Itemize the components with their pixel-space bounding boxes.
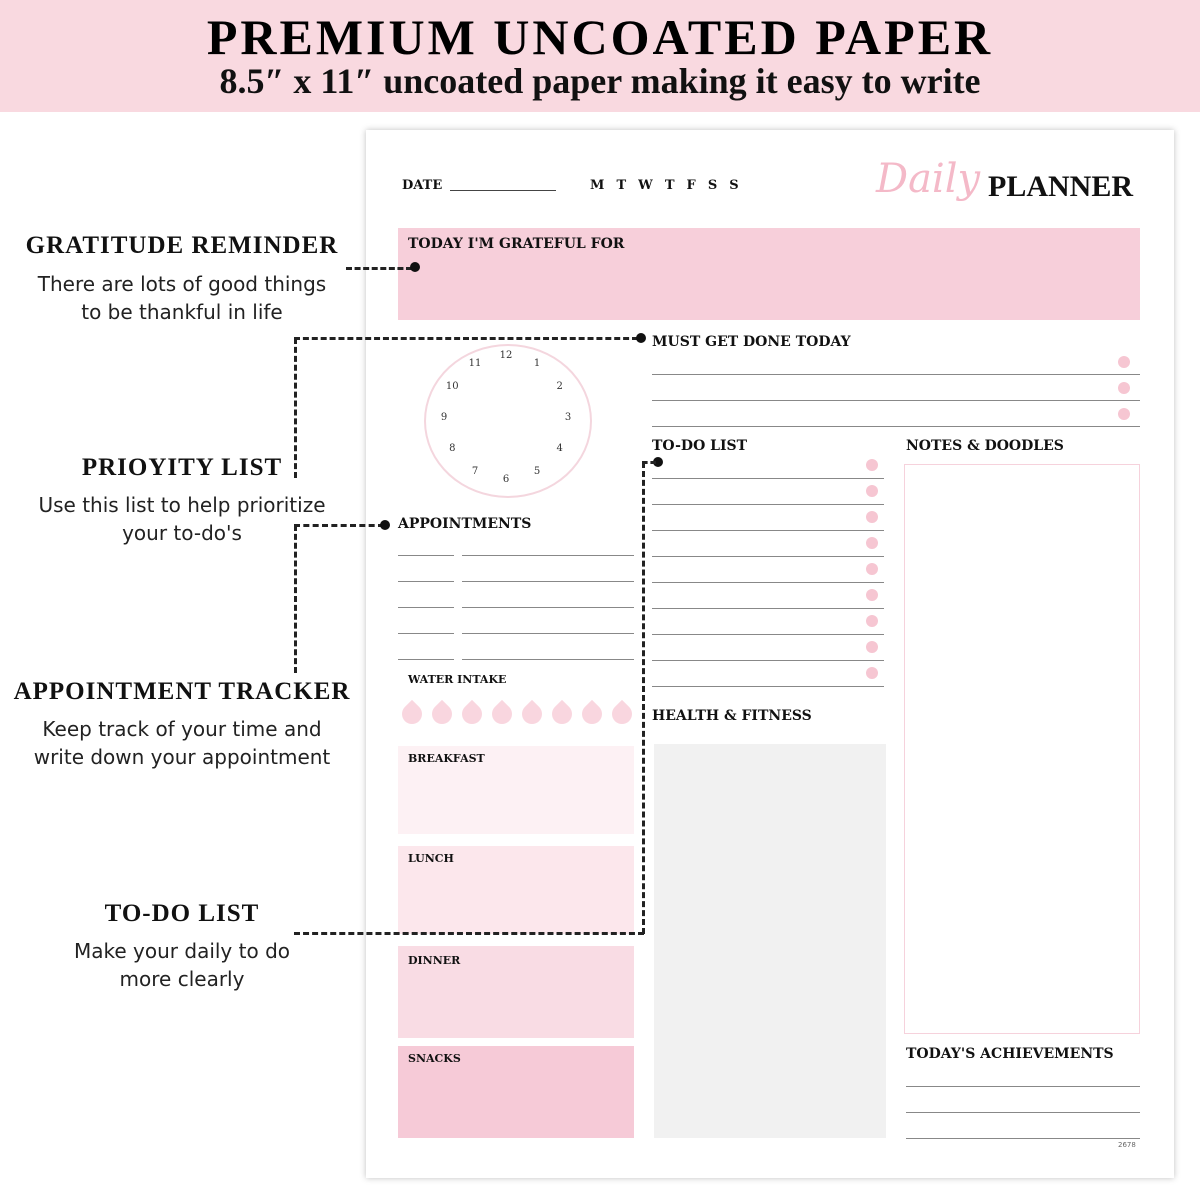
feature-gratitude-desc: There are lots of good things xyxy=(37,272,327,296)
clock-number: 5 xyxy=(533,465,541,477)
notes-box xyxy=(904,464,1140,1034)
notes-label: NOTES & DOODLES xyxy=(906,438,1064,454)
priority-connector xyxy=(294,337,638,340)
header-subtitle: 8.5″ x 11″ uncoated paper making it easy to write xyxy=(219,61,981,101)
feature-todo-desc: more clearly xyxy=(119,967,245,991)
todo-dot xyxy=(866,511,878,523)
clock-number: 4 xyxy=(556,443,563,454)
gratitude-connector-dot xyxy=(410,262,420,272)
feature-gratitude-desc: to be thankful in life xyxy=(81,300,283,324)
appointment-line xyxy=(398,633,454,634)
must-line xyxy=(652,374,1140,375)
priority-connector-dot xyxy=(636,333,646,343)
todo-dot xyxy=(866,485,878,497)
appointment-line xyxy=(462,633,634,634)
must-label: MUST GET DONE TODAY xyxy=(652,334,851,350)
todo-dot xyxy=(866,563,878,575)
appointment-line xyxy=(462,555,634,556)
appointment-line xyxy=(462,581,634,582)
achievements-label: TODAY'S ACHIEVEMENTS xyxy=(906,1046,1114,1062)
breakfast-label: BREAKFAST xyxy=(408,752,485,765)
todo-line xyxy=(652,660,884,661)
feature-appointment-title: APPOINTMENT TRACKER xyxy=(13,678,351,705)
water-drop-icon xyxy=(458,700,486,728)
appointment-connector xyxy=(294,524,384,527)
water-drop-icon xyxy=(428,700,456,728)
appointments-label: APPOINTMENTS xyxy=(398,516,532,532)
clock-number: 1 xyxy=(533,358,541,370)
clock-number: 8 xyxy=(449,443,456,454)
achievement-line xyxy=(906,1086,1140,1087)
appointment-line xyxy=(398,581,454,582)
clock-number: 10 xyxy=(445,381,459,392)
todo-dot xyxy=(866,589,878,601)
todo-connector xyxy=(294,932,644,935)
feature-todo-title: TO-DO LIST xyxy=(104,900,260,927)
must-dot xyxy=(1118,356,1130,368)
grateful-label: TODAY I'M GRATEFUL FOR xyxy=(408,236,625,252)
feature-priority-desc: Use this list to help prioritize xyxy=(38,493,326,517)
todo-dot xyxy=(866,459,878,471)
brand-title: PLANNER xyxy=(988,170,1134,203)
todo-connector xyxy=(642,461,656,464)
appointment-connector-dot xyxy=(380,520,390,530)
clock-number: 2 xyxy=(556,381,563,392)
achievement-line xyxy=(906,1112,1140,1113)
todo-line xyxy=(652,608,884,609)
header-title: PREMIUM UNCOATED PAPER xyxy=(206,9,994,65)
planner-page xyxy=(366,130,1174,1178)
water-drop-icon xyxy=(578,700,606,728)
water-drop-icon xyxy=(488,700,516,728)
todo-line xyxy=(652,556,884,557)
todo-line xyxy=(652,530,884,531)
dinner-label: DINNER xyxy=(408,954,461,967)
feature-priority-title: PRIOYITY LIST xyxy=(81,454,283,481)
feature-gratitude-title: GRATITUDE REMINDER xyxy=(25,232,339,259)
clock-number: 3 xyxy=(564,412,572,423)
todo-dot xyxy=(866,537,878,549)
todo-dot xyxy=(866,641,878,653)
todo-line xyxy=(652,634,884,635)
health-label: HEALTH & FITNESS xyxy=(652,708,812,724)
feature-priority-desc: your to-do's xyxy=(122,521,242,545)
gratitude-connector xyxy=(346,267,412,270)
date-label: DATE xyxy=(402,178,443,193)
water-drop-icon xyxy=(398,700,426,728)
todo-label: TO-DO LIST xyxy=(652,438,748,454)
water-drop-icon xyxy=(608,700,636,728)
todo-connector xyxy=(642,462,645,934)
must-dot xyxy=(1118,408,1130,420)
feature-appointment-desc: write down your appointment xyxy=(33,745,331,769)
appointment-line xyxy=(398,659,454,660)
water-drop-icon xyxy=(518,700,546,728)
must-line xyxy=(652,400,1140,401)
appointment-line xyxy=(462,659,634,660)
appointment-line xyxy=(398,555,454,556)
clock-number: 9 xyxy=(440,412,448,423)
weekdays: M T W T F S S xyxy=(590,178,740,193)
lunch-label: LUNCH xyxy=(408,852,454,865)
clock-number: 7 xyxy=(471,465,479,477)
feature-todo-desc: Make your daily to do xyxy=(74,939,290,963)
page-code: 2678 xyxy=(1118,1141,1136,1149)
todo-dot xyxy=(866,667,878,679)
appointment-line xyxy=(398,607,454,608)
clock-number: 12 xyxy=(499,350,513,361)
date-line xyxy=(450,190,556,191)
achievement-line xyxy=(906,1138,1140,1139)
water-drop-icon xyxy=(548,700,576,728)
water-label: WATER INTAKE xyxy=(408,673,507,686)
must-dot xyxy=(1118,382,1130,394)
feature-appointment-desc: Keep track of your time and xyxy=(42,717,322,741)
todo-line xyxy=(652,504,884,505)
health-box xyxy=(654,744,886,1138)
snacks-label: SNACKS xyxy=(408,1052,461,1065)
must-line xyxy=(652,426,1140,427)
todo-dot xyxy=(866,615,878,627)
todo-line xyxy=(652,686,884,687)
appointment-line xyxy=(462,607,634,608)
clock-number: 6 xyxy=(502,474,510,485)
priority-connector xyxy=(294,338,297,478)
appointment-connector xyxy=(294,525,297,673)
todo-line xyxy=(652,478,884,479)
clock-number: 11 xyxy=(468,358,482,370)
todo-line xyxy=(652,582,884,583)
brand-script: Daily xyxy=(876,156,981,202)
